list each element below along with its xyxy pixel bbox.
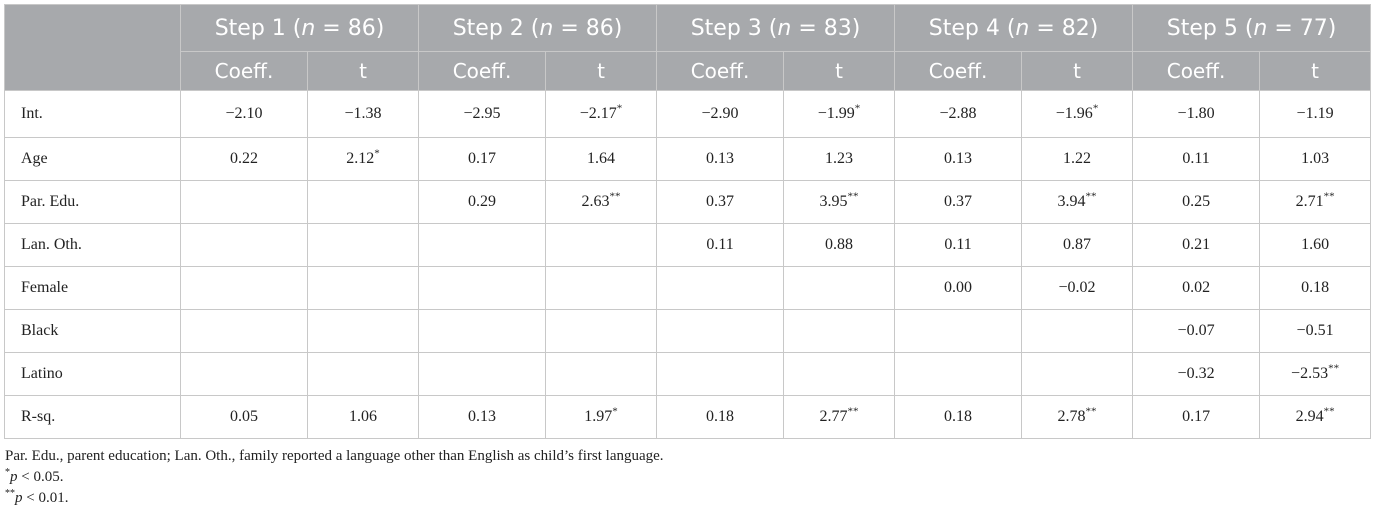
significance-mark: ** xyxy=(1323,405,1335,418)
significance-mark: * xyxy=(1092,102,1099,115)
cell-value: 1.64 xyxy=(587,150,616,167)
table-notes xyxy=(5,446,664,509)
cell-value: 3.95 xyxy=(819,193,848,210)
significance-mark: * xyxy=(374,147,380,160)
t-cell xyxy=(1022,267,1133,310)
coeff-header: Coeff. xyxy=(1133,52,1260,91)
coeff-cell xyxy=(895,396,1022,439)
t-cell xyxy=(308,267,419,310)
cell-value: 0.17 xyxy=(1182,408,1211,425)
coeff-cell xyxy=(895,91,1022,138)
cell-value: −0.07 xyxy=(1177,322,1215,339)
cell-value: 0.02 xyxy=(1182,279,1211,296)
t-cell xyxy=(784,267,895,310)
t-cell xyxy=(784,396,895,439)
coeff-cell xyxy=(419,310,546,353)
t-cell xyxy=(1022,353,1133,396)
coeff-cell xyxy=(1133,267,1260,310)
coeff-cell xyxy=(181,224,308,267)
step-2-header: Step 2 (n = 86) xyxy=(419,5,657,52)
significance-mark: * xyxy=(854,102,861,115)
cell-value: 0.37 xyxy=(944,193,973,210)
significance-note-2: **p < 0.01. xyxy=(5,488,69,506)
coeff-cell xyxy=(657,91,784,138)
table-row xyxy=(5,224,1371,267)
cell-value: 1.23 xyxy=(825,150,854,167)
cell-value: 0.05 xyxy=(230,408,258,425)
t-cell xyxy=(308,310,419,353)
cell-value: 2.71 xyxy=(1295,193,1324,210)
coeff-header: Coeff. xyxy=(895,52,1022,91)
cell-value: 0.25 xyxy=(1182,193,1211,210)
table-body xyxy=(5,91,1371,439)
sub-header-row xyxy=(5,52,1371,91)
t-cell xyxy=(1260,353,1371,396)
cell-value: 3.94 xyxy=(1057,193,1086,210)
cell-value: 2.94 xyxy=(1295,408,1324,425)
coeff-cell xyxy=(419,138,546,181)
cell-value: 2.77 xyxy=(819,408,848,425)
coeff-cell xyxy=(895,353,1022,396)
cell-value: 0.88 xyxy=(825,236,854,253)
step-4-header: Step 4 (n = 82) xyxy=(895,5,1133,52)
row-label: Female xyxy=(5,267,181,310)
t-cell xyxy=(1260,91,1371,138)
cell-value: 0.29 xyxy=(468,193,497,210)
cell-value: 0.11 xyxy=(944,236,972,253)
significance-mark: ** xyxy=(1085,405,1097,418)
table-row xyxy=(5,267,1371,310)
cell-value: 2.63 xyxy=(581,193,610,210)
table-row xyxy=(5,353,1371,396)
t-cell xyxy=(784,181,895,224)
significance-mark: * xyxy=(616,102,623,115)
t-cell xyxy=(1260,396,1371,439)
row-label: Lan. Oth. xyxy=(5,224,181,267)
coeff-cell xyxy=(1133,396,1260,439)
t-cell xyxy=(1260,310,1371,353)
coeff-cell xyxy=(657,224,784,267)
coeff-cell xyxy=(1133,224,1260,267)
coeff-cell xyxy=(419,396,546,439)
abbreviations-note: Par. Edu., parent education; Lan. Oth., family reported a language other than English as child’s first language. xyxy=(5,448,664,464)
t-cell xyxy=(546,310,657,353)
step-3-header: Step 3 (n = 83) xyxy=(657,5,895,52)
cell-value: −1.80 xyxy=(1177,105,1215,122)
cell-value: 0.17 xyxy=(468,150,497,167)
t-cell xyxy=(1260,267,1371,310)
coeff-cell xyxy=(895,181,1022,224)
cell-value: 1.03 xyxy=(1301,150,1330,167)
coeff-cell xyxy=(181,310,308,353)
significance-mark: ** xyxy=(847,190,859,203)
t-cell xyxy=(1022,91,1133,138)
row-label: Age xyxy=(5,138,181,181)
coeff-cell xyxy=(181,396,308,439)
t-header: t xyxy=(1260,52,1371,91)
coeff-cell xyxy=(895,267,1022,310)
t-cell xyxy=(308,353,419,396)
coeff-cell xyxy=(181,138,308,181)
row-label: Par. Edu. xyxy=(5,181,181,224)
coeff-cell xyxy=(1133,181,1260,224)
table-row xyxy=(5,138,1371,181)
significance-mark: * xyxy=(612,405,618,418)
step-header-row xyxy=(5,5,1371,52)
cell-value: 2.78 xyxy=(1057,408,1086,425)
coeff-cell xyxy=(181,353,308,396)
t-header: t xyxy=(546,52,657,91)
coeff-cell xyxy=(657,310,784,353)
coeff-cell xyxy=(419,353,546,396)
cell-value: 0.87 xyxy=(1063,236,1092,253)
coeff-cell xyxy=(895,310,1022,353)
t-cell xyxy=(546,396,657,439)
coeff-header: Coeff. xyxy=(419,52,546,91)
cell-value: 0.18 xyxy=(1301,279,1330,296)
t-cell xyxy=(546,91,657,138)
coeff-cell xyxy=(419,181,546,224)
coeff-header: Coeff. xyxy=(181,52,308,91)
cell-value: 0.11 xyxy=(1182,150,1210,167)
t-cell xyxy=(1260,224,1371,267)
t-cell xyxy=(308,224,419,267)
coeff-cell xyxy=(657,181,784,224)
cell-value: −2.88 xyxy=(939,105,977,122)
cell-value: 0.18 xyxy=(944,408,973,425)
significance-mark: ** xyxy=(1323,190,1335,203)
coeff-cell xyxy=(419,91,546,138)
t-cell xyxy=(1022,396,1133,439)
significance-note-1: *p < 0.05. xyxy=(5,467,64,485)
table-row xyxy=(5,396,1371,439)
row-label: R-sq. xyxy=(5,396,181,439)
t-cell xyxy=(308,91,419,138)
step-5-header: Step 5 (n = 77) xyxy=(1133,5,1371,52)
cell-value: 0.37 xyxy=(706,193,735,210)
t-cell xyxy=(784,91,895,138)
cell-value: −1.99 xyxy=(817,105,855,122)
t-cell xyxy=(308,138,419,181)
cell-value: 0.00 xyxy=(944,279,973,296)
cell-value: 1.97 xyxy=(584,408,613,425)
t-cell xyxy=(546,267,657,310)
coeff-cell xyxy=(1133,91,1260,138)
coeff-cell xyxy=(181,267,308,310)
cell-value: 2.12 xyxy=(346,150,375,167)
cell-value: 0.22 xyxy=(230,150,258,167)
coeff-cell xyxy=(181,181,308,224)
t-cell xyxy=(784,224,895,267)
cell-value: −0.02 xyxy=(1058,279,1096,296)
cell-value: 0.13 xyxy=(468,408,497,425)
t-cell xyxy=(1022,138,1133,181)
t-cell xyxy=(784,353,895,396)
cell-value: −2.90 xyxy=(701,105,739,122)
regression-table xyxy=(4,4,1371,439)
cell-value: −1.19 xyxy=(1296,105,1334,122)
coeff-cell xyxy=(895,224,1022,267)
t-header: t xyxy=(1022,52,1133,91)
coeff-cell xyxy=(1133,310,1260,353)
significance-mark: ** xyxy=(1085,190,1097,203)
cell-value: −2.95 xyxy=(463,105,501,122)
coeff-cell xyxy=(895,138,1022,181)
t-header: t xyxy=(784,52,895,91)
significance-mark: ** xyxy=(847,405,859,418)
t-header: t xyxy=(308,52,419,91)
step-1-header: Step 1 (n = 86) xyxy=(181,5,419,52)
coeff-cell xyxy=(1133,138,1260,181)
cell-value: −2.10 xyxy=(225,105,263,122)
cell-value: −0.32 xyxy=(1177,365,1215,382)
t-cell xyxy=(308,181,419,224)
cell-value: 0.18 xyxy=(706,408,735,425)
coeff-cell xyxy=(657,396,784,439)
row-label-header xyxy=(5,5,181,91)
t-cell xyxy=(1022,181,1133,224)
t-cell xyxy=(546,138,657,181)
table-row xyxy=(5,310,1371,353)
row-label: Latino xyxy=(5,353,181,396)
cell-value: 1.22 xyxy=(1063,150,1092,167)
cell-value: −2.17 xyxy=(579,105,617,122)
t-cell xyxy=(784,310,895,353)
t-cell xyxy=(308,396,419,439)
t-cell xyxy=(1022,224,1133,267)
t-cell xyxy=(546,181,657,224)
cell-value: 1.60 xyxy=(1301,236,1330,253)
cell-value: 0.11 xyxy=(706,236,734,253)
t-cell xyxy=(784,138,895,181)
coeff-cell xyxy=(657,353,784,396)
significance-mark: ** xyxy=(609,190,621,203)
t-cell xyxy=(1022,310,1133,353)
coeff-cell xyxy=(657,138,784,181)
coeff-cell xyxy=(419,224,546,267)
coeff-cell xyxy=(181,91,308,138)
cell-value: 0.13 xyxy=(706,150,735,167)
t-cell xyxy=(546,224,657,267)
t-cell xyxy=(1260,138,1371,181)
cell-value: 0.21 xyxy=(1182,236,1211,253)
cell-value: −1.96 xyxy=(1055,105,1093,122)
cell-value: 0.13 xyxy=(944,150,973,167)
cell-value: 1.06 xyxy=(349,408,377,425)
cell-value: −1.38 xyxy=(344,105,382,122)
coeff-cell xyxy=(419,267,546,310)
table-row xyxy=(5,181,1371,224)
cell-value: −2.53 xyxy=(1291,365,1329,382)
table-row xyxy=(5,91,1371,138)
row-label: Black xyxy=(5,310,181,353)
cell-value: −0.51 xyxy=(1296,322,1334,339)
coeff-cell xyxy=(1133,353,1260,396)
t-cell xyxy=(546,353,657,396)
coeff-header: Coeff. xyxy=(657,52,784,91)
significance-mark: ** xyxy=(1328,362,1340,375)
row-label: Int. xyxy=(5,91,181,138)
t-cell xyxy=(1260,181,1371,224)
coeff-cell xyxy=(657,267,784,310)
